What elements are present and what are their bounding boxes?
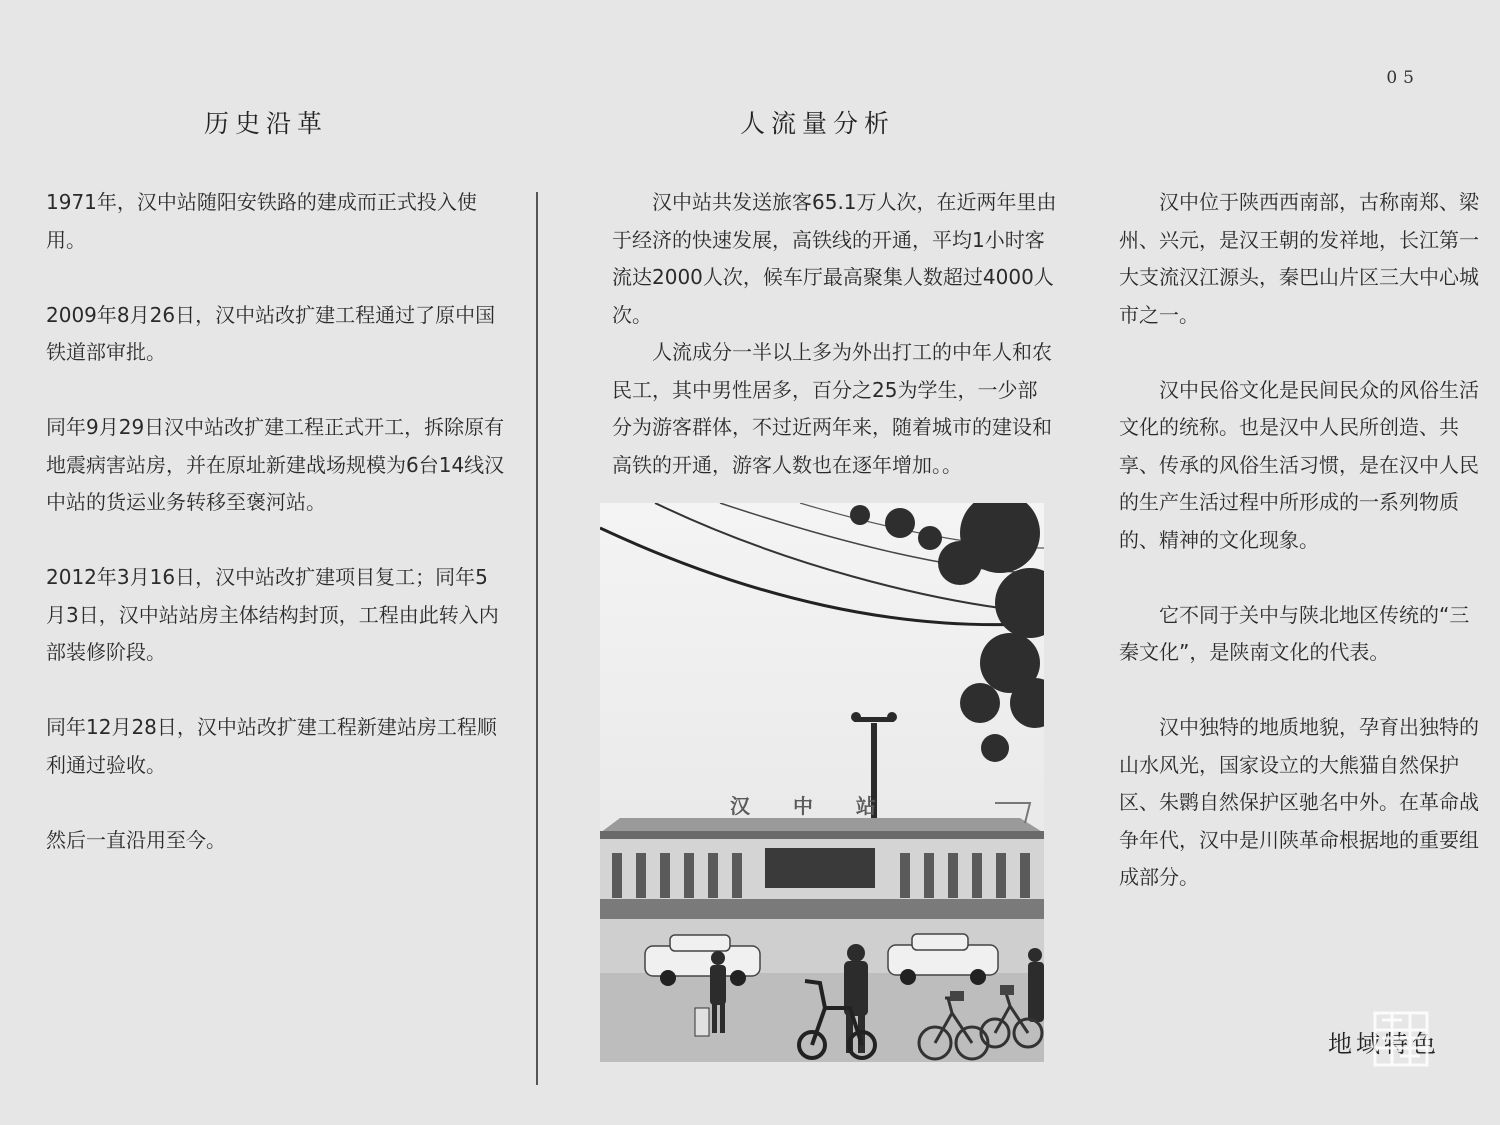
page-number: 05 bbox=[1386, 68, 1420, 88]
region-paragraph: 汉中独特的地质地貌，孕育出独特的山水风光，国家设立的大熊猫自然保护区、朱鹮自然保护区驰名中外。在革命战争年代，汉中是川陕革命根据地的重要组成部分。 bbox=[1119, 715, 1479, 889]
history-paragraph: 然后一直沿用至今。 bbox=[46, 827, 226, 852]
history-paragraph: 同年9月29日汉中站改扩建工程正式开工，拆除原有地震病害站房，并在原址新建战场规模为6台14线汉中站的货运业务转移至褒河站。 bbox=[46, 415, 505, 514]
seal-icon bbox=[1372, 1010, 1430, 1068]
region-paragraph: 汉中民俗文化是民间民众的风俗生活文化的统称。也是汉中人民所创造、共享、传承的风俗生活习惯，是在汉中人民的生产生活过程中所形成的一系列物质的、精神的文化现象。 bbox=[1119, 377, 1479, 552]
traffic-heading: 人流量分析 bbox=[740, 109, 896, 138]
traffic-column bbox=[612, 184, 1057, 484]
region-column bbox=[1119, 184, 1479, 934]
history-paragraph: 2009年8月26日，汉中站改扩建工程通过了原中国铁道部审批。 bbox=[46, 302, 496, 364]
region-paragraph: 汉中位于陕西西南部，古称南郑、梁州、兴元，是汉王朝的发祥地，长江第一大支流汉江源头，秦巴山片区三大中心城市之一。 bbox=[1119, 190, 1479, 327]
station-photo bbox=[600, 503, 1044, 1062]
region-footer-label: 地域特色 bbox=[1328, 1030, 1440, 1058]
traffic-paragraph: 汉中站共发送旅客65.1万人次，在近两年里由于经济的快速发展，高铁线的开通，平均1小时客流达2000人次，候车厅最高聚集人数超过4000人次。 bbox=[612, 190, 1057, 327]
history-column bbox=[46, 184, 506, 897]
station-sign: 汉 中 站 bbox=[730, 794, 894, 818]
history-paragraph: 2012年3月16日，汉中站改扩建项目复工；同年5月3日，汉中站站房主体结构封顶，工程由此转入内部装修阶段。 bbox=[46, 565, 499, 664]
history-heading: 历史沿革 bbox=[204, 109, 329, 138]
traffic-paragraph: 人流成分一半以上多为外出打工的中年人和农民工，其中男性居多，百分之25为学生，一少部分为游客群体，不过近两年来，随着城市的建设和高铁的开通，游客人数也在逐年增加。。 bbox=[612, 340, 1052, 477]
history-paragraph: 1971年，汉中站随阳安铁路的建成而正式投入使用。 bbox=[46, 190, 477, 252]
region-paragraph: 它不同于关中与陕北地区传统的“三秦文化”，是陕南文化的代表。 bbox=[1119, 602, 1470, 664]
history-paragraph: 同年12月28日，汉中站改扩建工程新建站房工程顺利通过验收。 bbox=[46, 715, 497, 777]
column-divider bbox=[536, 192, 538, 1085]
